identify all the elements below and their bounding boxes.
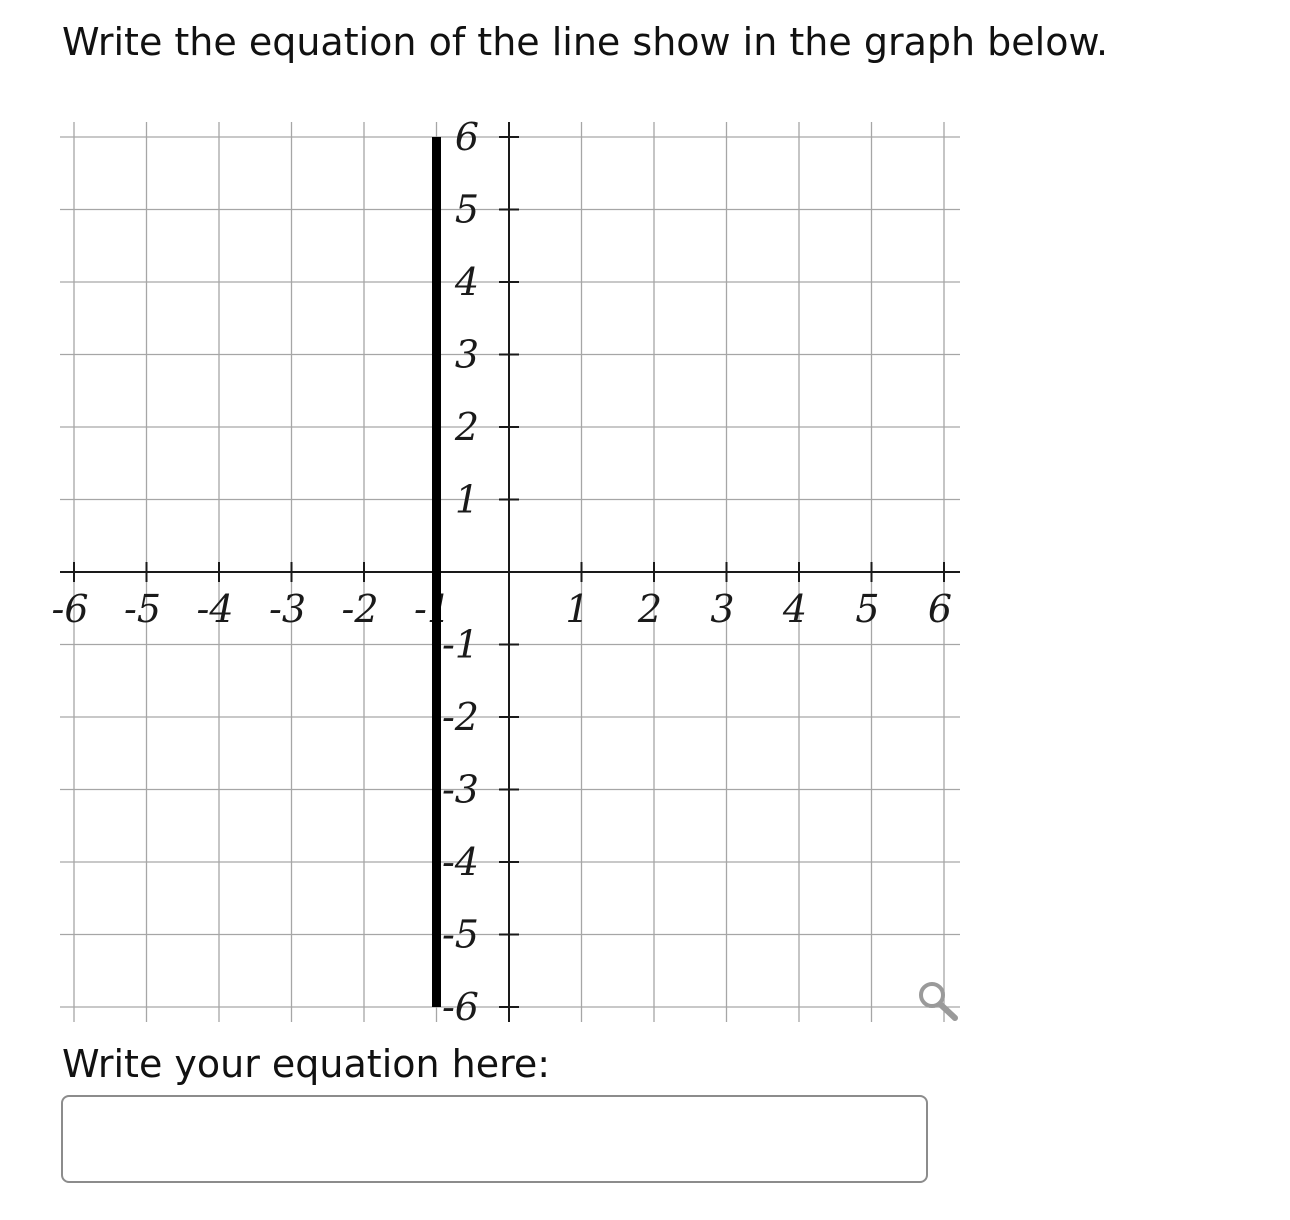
magnifier-icon[interactable] — [912, 978, 960, 1022]
x-tick-label: 6 — [927, 587, 953, 631]
answer-label: Write your equation here: — [62, 1042, 551, 1086]
y-tick-label: -5 — [441, 912, 479, 957]
axes — [60, 122, 960, 1022]
x-tick-label: -4 — [196, 587, 234, 631]
y-tick-label: 5 — [454, 187, 479, 232]
y-tick-label: 6 — [454, 115, 479, 159]
y-tick-label: 2 — [454, 405, 479, 449]
x-tick-label: -2 — [341, 587, 379, 631]
y-tick-label: -1 — [441, 622, 479, 667]
x-tick-label: -1 — [413, 587, 452, 631]
x-tick-label: -6 — [51, 587, 89, 631]
y-tick-label: -2 — [441, 695, 479, 739]
y-tick-label: 4 — [454, 260, 479, 304]
question-text: Write the equation of the line show in the graph below. — [62, 20, 1109, 64]
y-tick-label: 3 — [454, 332, 479, 377]
y-tick-label: 1 — [454, 477, 479, 522]
x-tick-label: -3 — [268, 587, 307, 631]
y-tick-label: -6 — [441, 985, 479, 1029]
x-tick-label: 5 — [855, 587, 880, 631]
x-tick-label: 1 — [565, 587, 590, 631]
x-tick-label: 2 — [637, 587, 663, 631]
x-tick-label: -5 — [123, 587, 162, 631]
x-tick-label: 4 — [782, 587, 808, 631]
y-tick-label: -4 — [441, 840, 479, 884]
x-tick-label: 3 — [710, 587, 735, 631]
equation-input[interactable] — [61, 1095, 928, 1183]
y-tick-label: -3 — [441, 767, 479, 812]
